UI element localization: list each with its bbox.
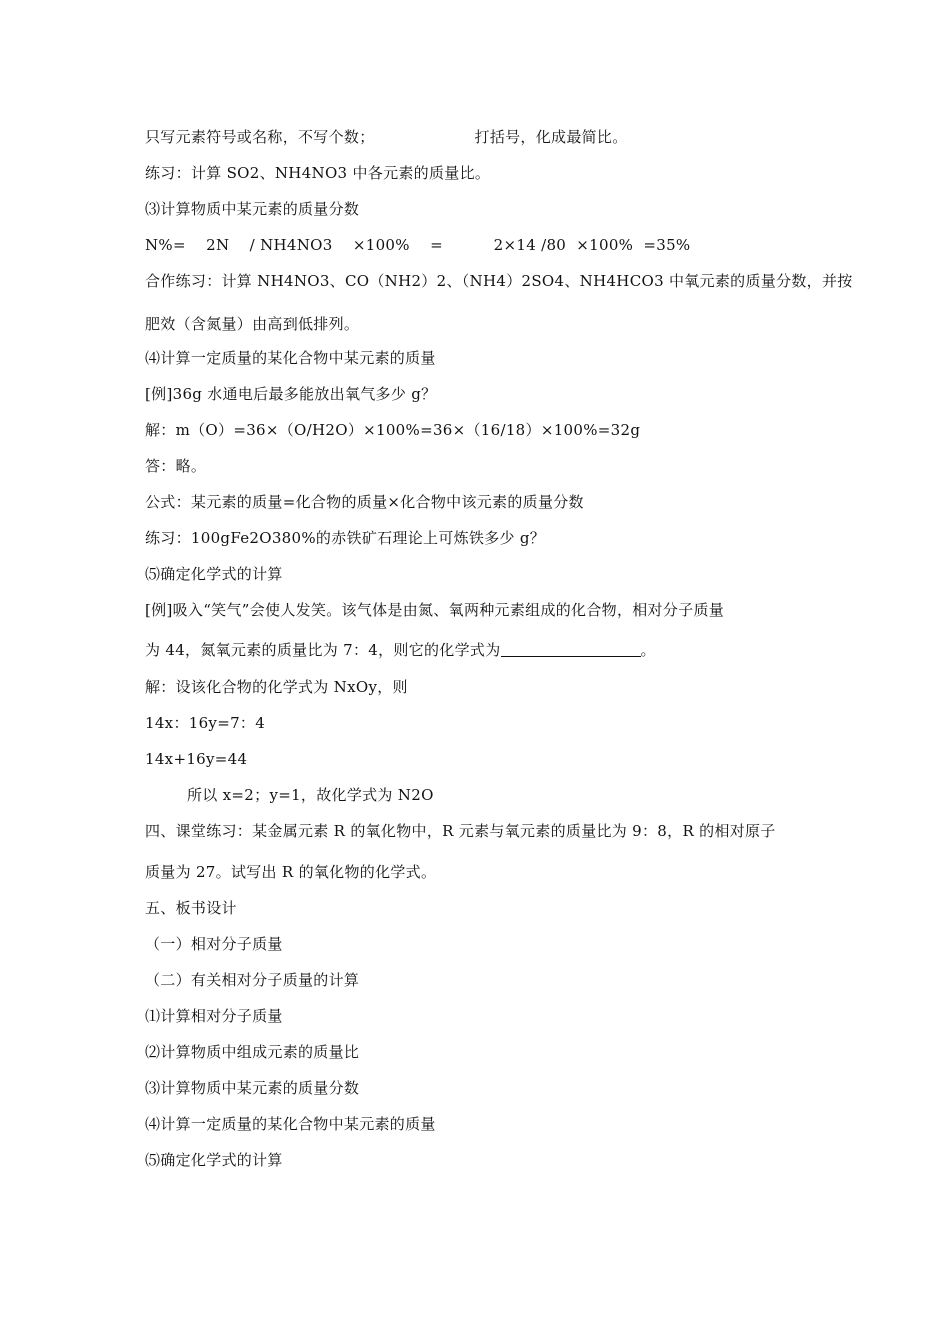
- outline-item: ⑶计算物质中某元素的质量分数: [145, 1079, 360, 1097]
- outline-item: （二）有关相对分子质量的计算: [145, 971, 360, 989]
- solution-line: 解：m（O）=36×（O/H2O）×100%=36×（16/18）×100%=32g: [145, 421, 641, 439]
- outline-item: （一）相对分子质量: [145, 935, 283, 953]
- answer-blank: [501, 642, 641, 657]
- outline-item: ⑷计算一定质量的某化合物中某元素的质量: [145, 1115, 436, 1133]
- text-line: [145, 640, 656, 660]
- solution-line: 解：设该化合物的化学式为 NxOy，则: [145, 678, 408, 696]
- section-heading: ⑶计算物质中某元素的质量分数: [145, 200, 360, 218]
- text-line: 肥效（含氮量）由高到低排列。: [145, 315, 360, 333]
- text-line: [145, 127, 628, 147]
- text-line: 练习：计算 SO2、NH4NO3 中各元素的质量比。: [145, 164, 491, 182]
- outline-item: ⑴计算相对分子质量: [145, 1007, 283, 1025]
- answer-line: 答：略。: [145, 457, 207, 475]
- formula-line: N%= 2N / NH4NO3 ×100% = 2×14 /80 ×100% =35%: [145, 236, 691, 254]
- section-heading: ⑷计算一定质量的某化合物中某元素的质量: [145, 349, 436, 367]
- example-line: [例]吸入“笑气”会使人发笑。该气体是由氮、氧两种元素组成的化合物，相对分子质量: [145, 601, 725, 619]
- exercise-line: 四、课堂练习：某金属元素 R 的氧化物中，R 元素与氧元素的质量比为 9：8，R 的相对原子: [145, 822, 776, 840]
- formula-line: 公式：某元素的质量=化合物的质量×化合物中该元素的质量分数: [145, 493, 584, 511]
- equation-line: 14x：16y=7：4: [145, 714, 266, 732]
- conclusion-line: 所以 x=2；y=1，故化学式为 N2O: [187, 786, 434, 804]
- example-line: [例]36g 水通电后最多能放出氧气多少 g？: [145, 385, 437, 403]
- text-line: 合作练习：计算 NH4NO3、CO（NH2）2、（NH4）2SO4、NH4HCO3 中氧元素的质量分数，并按: [145, 272, 853, 290]
- outline-item: ⑸确定化学式的计算: [145, 1151, 283, 1169]
- exercise-line: 练习：100gFe2O380%的赤铁矿石理论上可炼铁多少 g？: [145, 529, 546, 547]
- text-segment: 打括号，化成最简比。: [474, 128, 628, 146]
- section-heading: ⑸确定化学式的计算: [145, 565, 283, 583]
- text-segment: 只写元素符号或名称，不写个数；: [145, 128, 375, 146]
- section-heading: 五、板书设计: [145, 899, 237, 917]
- outline-item: ⑵计算物质中组成元素的质量比: [145, 1043, 360, 1061]
- text-segment: 为 44，氮氧元素的质量比为 7：4，则它的化学式为: [145, 641, 501, 659]
- text-line: 质量为 27。试写出 R 的氧化物的化学式。: [145, 863, 437, 881]
- text-segment: 。: [640, 641, 656, 659]
- equation-line: 14x+16y=44: [145, 750, 248, 768]
